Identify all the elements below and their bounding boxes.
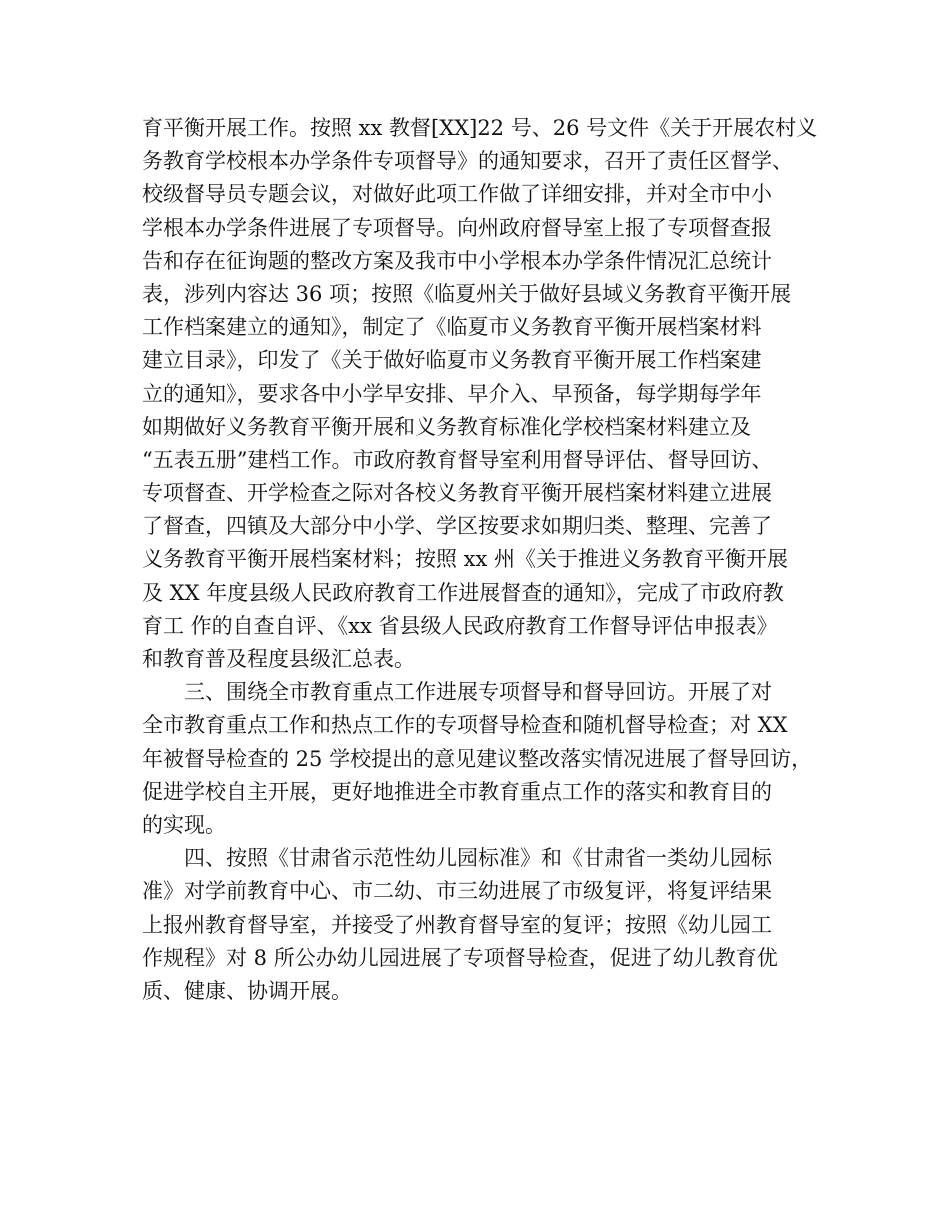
text-line: 促进学校自主开展，更好地推进全市教育重点工作的落实和教育目的	[142, 779, 772, 804]
text-line: 的实现。	[142, 812, 226, 837]
text-line: 务教育学校根本办学条件专项督导》的通知要求，召开了责任区督学、	[142, 149, 793, 174]
text-line: 专项督查、开学检查之际对各校义务教育平衡开展档案材料建立进展	[142, 481, 772, 506]
text-line: 及 XX 年度县级人民政府教育工作进展督查的通知》，完成了市政府教	[142, 580, 784, 605]
text-line: 立的通知》，要求各中小学早安排、早介入、早预备，每学期每学年	[142, 381, 762, 406]
text-line: 建立目录》，印发了《关于做好临夏市义务教育平衡开展工作档案建	[142, 348, 762, 373]
text-line: 了督查，四镇及大部分中小学、学区按要求如期归类、整理、完善了	[142, 514, 772, 539]
text-line: 表，涉列内容达 36 项；按照《临夏州关于做好县域义务教育平衡开展	[142, 281, 792, 306]
text-line: 准》对学前教育中心、市二幼、市三幼进展了市级复评，将复评结果	[142, 879, 772, 904]
text-line: 义务教育平衡开展档案材料；按照 xx 州《关于推进义务教育平衡开展	[142, 547, 789, 572]
text-line: 育平衡开展工作。按照 xx 教督[XX]22 号、26 号文件《关于开展农村义	[142, 116, 818, 140]
text-line: 育工 作的自查自评、《xx 省县级人民政府教育工作督导评估申报表》	[142, 613, 778, 638]
text-line: 三、围绕全市教育重点工作进展专项督导和督导回访。开展了对	[142, 680, 772, 705]
text-line: 如期做好义务教育平衡开展和义务教育标准化学校档案材料建立及	[142, 414, 751, 439]
text-line: 工作档案建立的通知》，制定了《临夏市义务教育平衡开展档案材料	[142, 315, 762, 340]
text-line: “五表五册”建档工作。市政府教育督导室利用督导评估、督导回访、	[142, 447, 773, 472]
text-line: 质、健康、协调开展。	[142, 978, 352, 1003]
text-line: 校级督导员专题会议，对做好此项工作做了详细安排，并对全市中小	[142, 182, 772, 207]
text-line: 上报州教育督导室，并接受了州教育督导室的复评；按照《幼儿园工	[142, 912, 772, 937]
text-line: 学根本办学条件进展了专项督导。向州政府督导室上报了专项督查报	[142, 215, 772, 240]
text-line: 告和存在征询题的整改方案及我市中小学根本办学条件情况汇总统计	[142, 248, 772, 273]
text-line: 全市教育重点工作和热点工作的专项督导检查和随机督导检查；对 XX	[142, 713, 788, 738]
document-body	[142, 112, 842, 1008]
text-line: 作规程》对 8 所公办幼儿园进展了专项督导检查，促进了幼儿教育优	[142, 945, 778, 970]
text-line: 四、按照《甘肃省示范性幼儿园标准》和《甘肃省一类幼儿园标	[142, 846, 772, 871]
text-line: 和教育普及程度县级汇总表。	[142, 647, 415, 671]
text-line: 年被督导检查的 25 学校提出的意见建议整改落实情况进展了督导回访，	[142, 746, 813, 771]
